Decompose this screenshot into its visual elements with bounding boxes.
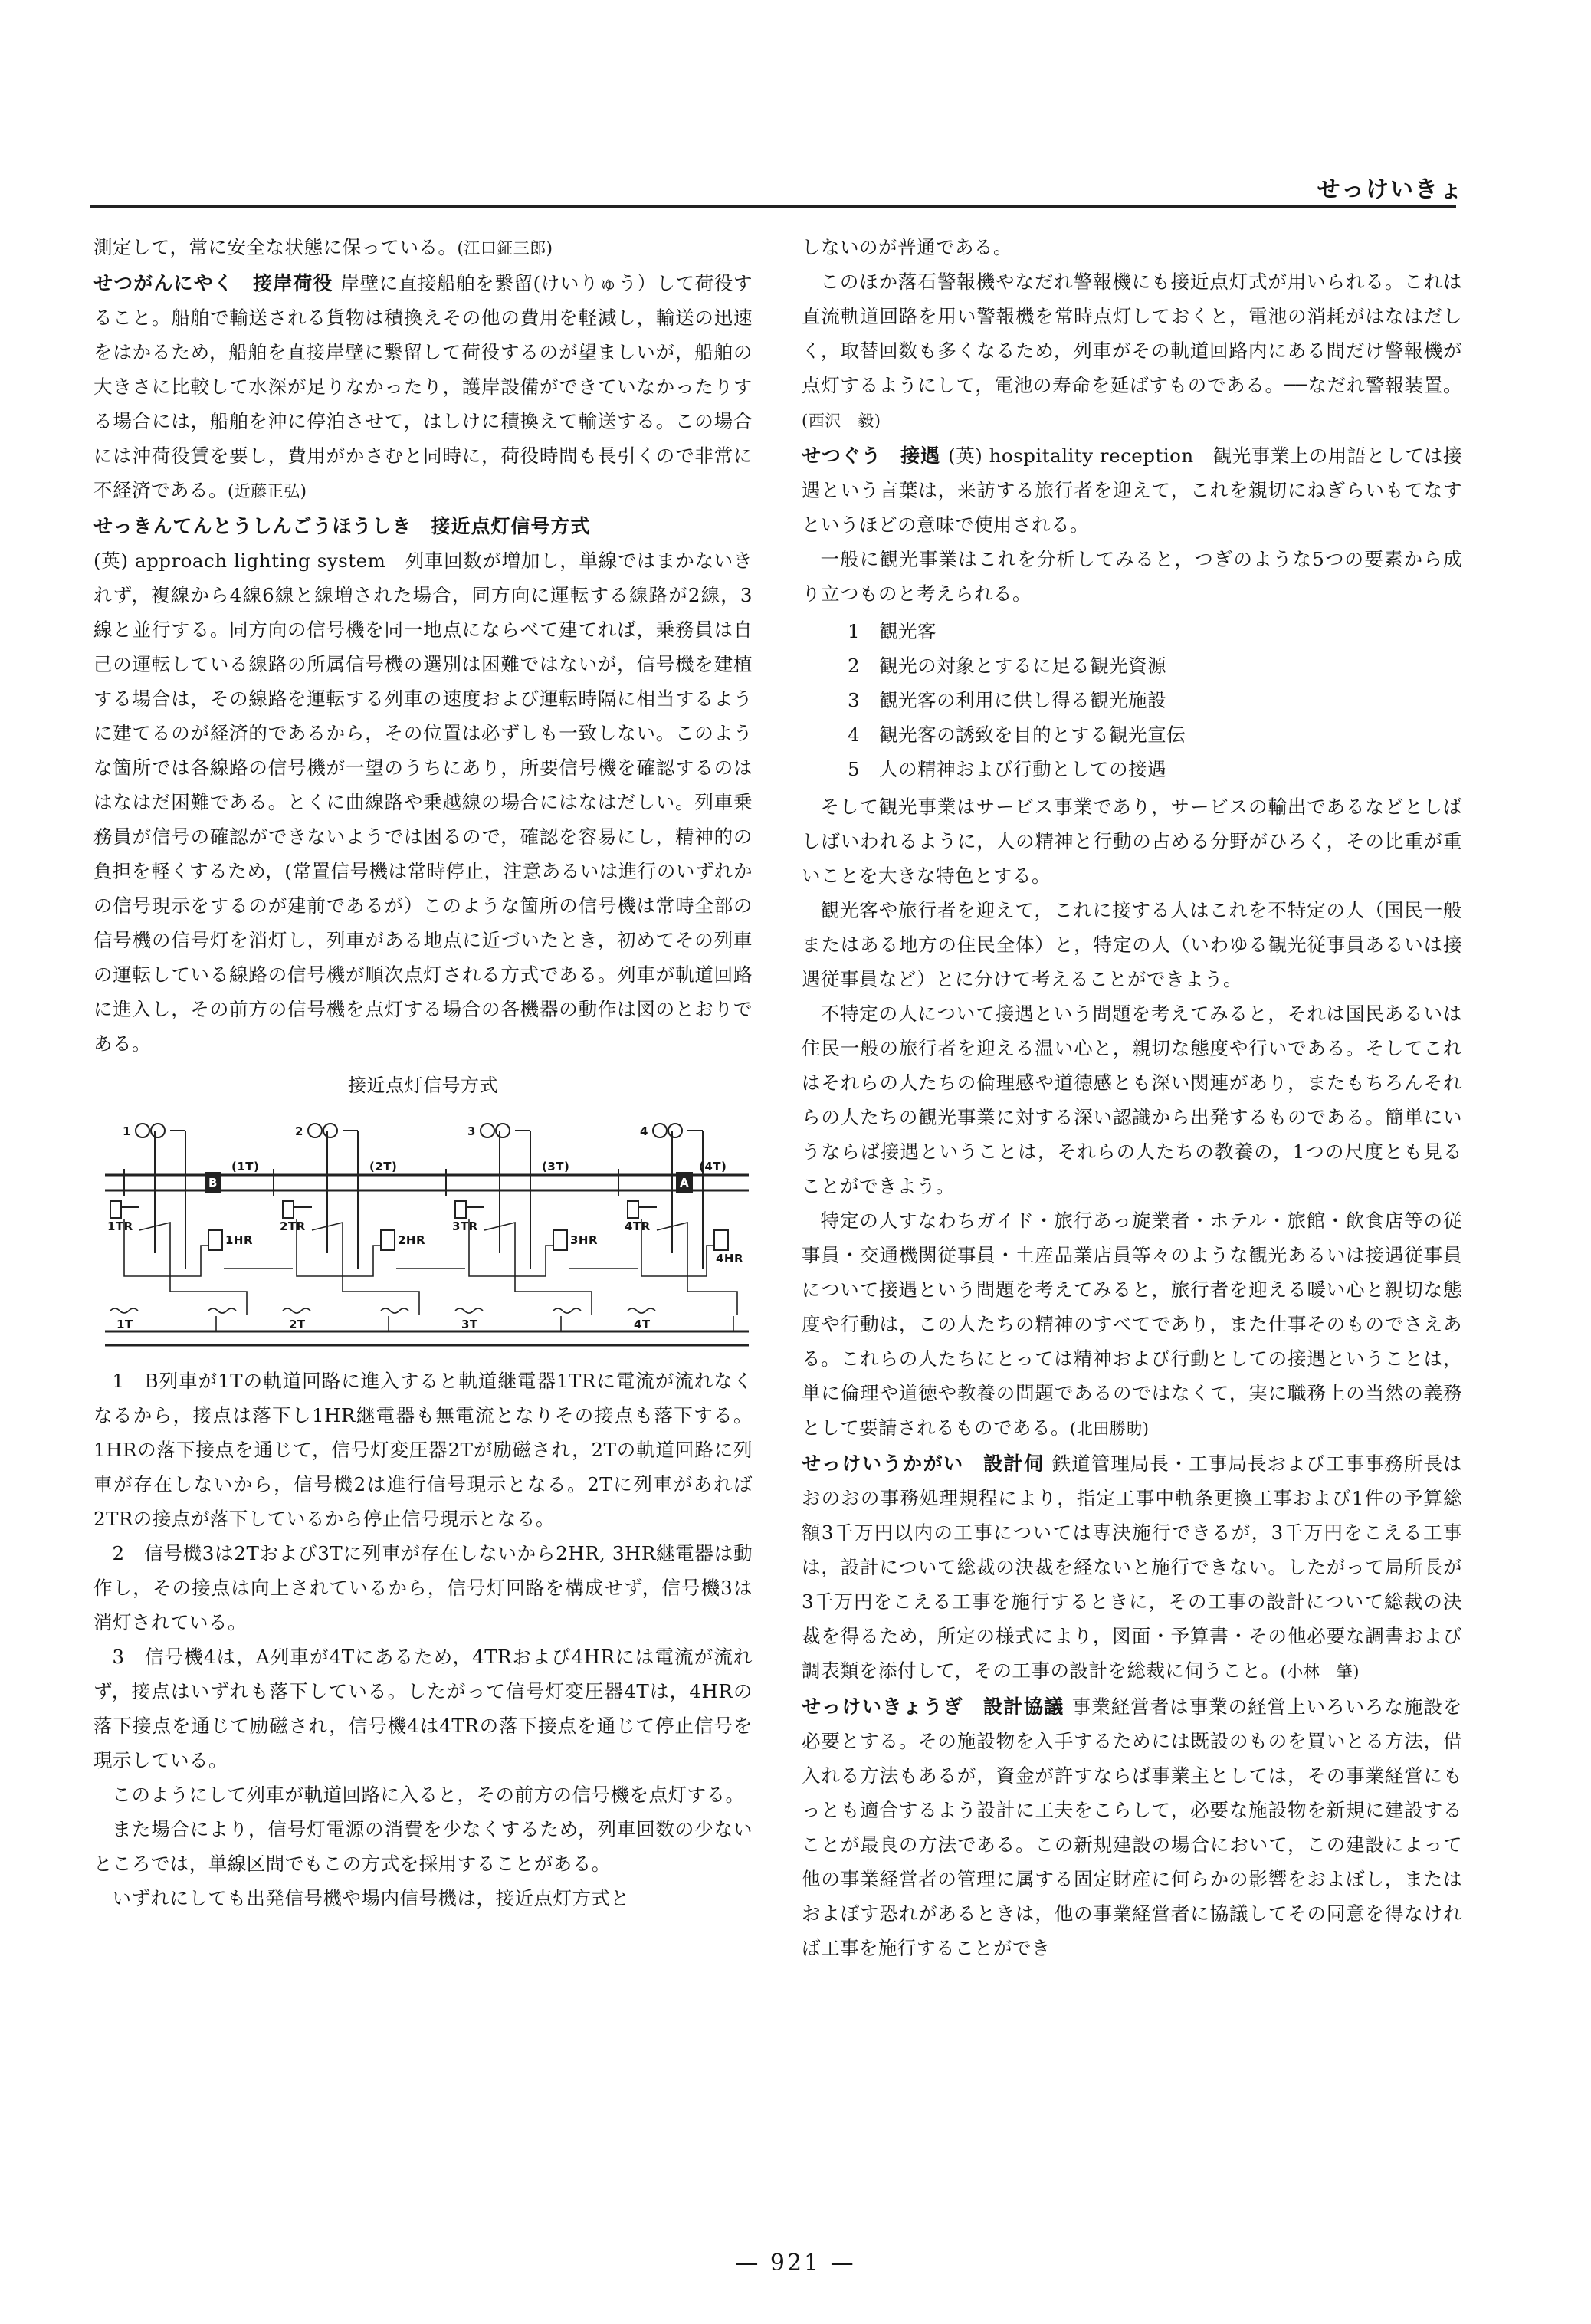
relay-2tr-label: 2TR — [280, 1219, 306, 1233]
figure-caption: 接近点灯信号方式 — [348, 1075, 498, 1096]
list-item — [802, 717, 1462, 752]
list-item — [802, 648, 1462, 683]
list-text: 観光客の誘致を目的とする観光宣伝 — [879, 724, 1186, 746]
list-item — [802, 683, 1462, 717]
paragraph-text: 特定の人すなわちガイド・旅行あっ旋業者・ホテル・旅館・飲食店等の従事員・交通機関従事員・土産品業店員等々のような観光あるいは接遇従事員について接遇という問題を考えてみると，旅行者を迎える暖い心と親切な態度や行動は，この人たちの精神のすべてであり，また仕事そのものでさえある。これらの人たちにとっては精神および行動としての接遇ということは，単に倫理や道徳や教養の問題であるのではなくて，実に職務上の当然の義務として要請されるものである。 — [802, 1210, 1462, 1439]
entry-term: 接遇 — [900, 445, 941, 467]
right-column — [802, 230, 1462, 1965]
list-number: 4 — [848, 724, 861, 746]
list-item — [802, 752, 1462, 786]
relay-4tr-label: 4TR — [625, 1219, 651, 1233]
entry-sekkin-tentou — [93, 509, 753, 1061]
transformer-2t-label: 2T — [289, 1318, 306, 1331]
entry-term: 接近点灯信号方式 — [431, 515, 591, 537]
author-credit: (近藤正弘) — [228, 482, 307, 501]
paragraph: そして観光事業はサービス事業であり，サービスの輸出であるなどとしばしばいわれるように，人の精神と行動の占める分野がひろく，その比重が重いことを大きな特色とする。 — [802, 796, 1462, 887]
entry-term: 接岸荷役 — [252, 272, 333, 294]
header-rule — [90, 205, 1456, 208]
track-4t-label: (4T) — [699, 1160, 727, 1173]
entry-reading: せつがんにやく — [93, 272, 234, 294]
list-number: 2 — [848, 655, 861, 677]
signal-3-label: 3 — [467, 1124, 476, 1138]
entry-sekkei-kyougi — [802, 1689, 1462, 1965]
train-b-label: B — [208, 1176, 218, 1190]
numbered-paragraph-3: 3 信号機4は，A列車が4Tにあるため，4TRおよび4HRには電流が流れず，接点はいずれも落下している。したがって信号灯変圧器4Tは，4HRの落下接点を通じて励磁され，信号機4は4TRの落下接点を通じて停止信号を現示している。 — [93, 1646, 753, 1771]
list-text: 観光客 — [879, 620, 937, 642]
entry-body: 岸壁に直接船舶を繋留(けいりゅう）して荷役すること。船舶で輸送される貨物は積換えその他の費用を軽減し，輸送の迅速をはかるため，船舶を直接岸壁に繋留して荷役するのが望ましいが，船舶の大きさに比較して水深が足りなかったり，護岸設備ができていなかったりする場合には，船舶を沖に停泊させて，はしけに積換えて輸送する。この場合には沖荷役賃を要し，費用がかさむと同時に，荷役時間も長引くので非常に不経済である。 — [93, 272, 753, 501]
list-text: 人の精神および行動としての接遇 — [879, 758, 1167, 780]
circuit-diagram — [93, 1115, 753, 1353]
train-a-label: A — [680, 1176, 690, 1190]
track-1t-label: (1T) — [231, 1160, 260, 1173]
paragraph: 観光客や旅行者を迎えて，これに接する人はこれを不特定の人（国民一般またはある地方の住民全体）と，特定の人（いわゆる観光従事員あるいは接遇従事員など）とに分けて考えることができよう。 — [802, 899, 1462, 990]
author-credit: (小林 肇) — [1280, 1663, 1360, 1681]
list-number: 3 — [848, 689, 861, 711]
paragraph: このようにして列車が軌道回路に入ると，その前方の信号機を点灯する。 — [112, 1784, 745, 1806]
numbered-paragraph-1: 1 B列車が1Tの軌道回路に進入すると軌道継電器1TRに電流が流れなくなるから，接点は落下し1HR継電器も無電流となりその接点も落下する。1HRの落下接点を通じて，信号灯変圧器2Tが励磁され，2Tの軌道回路に列車が存在しないから，信号機2は進行信号現示となる。2Tに列車があれば2TRの接点が落下しているから停止信号現示となる。 — [93, 1370, 753, 1530]
author-credit: (江口鉦三郎) — [457, 239, 553, 258]
entry-reading: せつぐう — [802, 445, 882, 467]
signal-circuit-figure — [93, 1068, 753, 1353]
entry-term: 設計協議 — [982, 1695, 1064, 1718]
entry-setsugan-niyaku — [93, 266, 753, 509]
transformer-3t-label: 3T — [461, 1318, 478, 1331]
author-credit: (北田勝助) — [1070, 1420, 1150, 1438]
relay-4hr-label: 4HR — [716, 1252, 744, 1265]
relay-3hr-label: 3HR — [570, 1233, 599, 1247]
transformer-1t-label: 1T — [116, 1318, 133, 1331]
track-3t-label: (3T) — [542, 1160, 570, 1173]
list-number: 5 — [848, 758, 861, 780]
list-number: 1 — [848, 620, 861, 642]
running-head: せっけいきょ — [1317, 176, 1464, 203]
paragraph-text: このほか落石警報機やなだれ警報機にも接近点灯式が用いられる。これは直流軌道回路を用い警報機を常時点灯しておくと，電池の消耗がはなはだしく，取替回数も多くなるため，列車がその軌道回路内にある間だけ警報機が点灯するようにして，電池の寿命を延ばすものである。──なだれ警報装置。 — [802, 271, 1462, 396]
list-text: 観光の対象とするに足る観光資源 — [879, 655, 1167, 677]
list-text: 観光客の利用に供し得る観光施設 — [879, 689, 1167, 711]
entry-term: 設計伺 — [983, 1452, 1045, 1475]
relay-1tr-label: 1TR — [107, 1219, 133, 1233]
entry-reading: せっけいきょうぎ — [802, 1695, 964, 1718]
relay-2hr-label: 2HR — [398, 1233, 426, 1247]
entry-body: (英) approach lighting system 列車回数が増加し，単線ではまかないきれず，複線から4線6線と線増された場合，同方向に運転する線路が2線，3線と並行する。同方向の信号機を同一地点にならべて建てれば，乗務員は自己の運転している線路の所属信号機の選別は困難ではないが，信号機を建植する場合は，その線路を運転する列車の速度および運転時隔に相当するように建てるのが経済的であるから，その位置は必ずしも一致しない。このような箇所では各線路の信号機が一望のうちにあり，所要信号機を確認するのははなはだ困難である。とくに曲線路や乗越線の場合にはなはだしい。列車乗務員が信号の確認ができないようでは困るので，確認を容易にし，精神的の負担を軽くするため，(常置信号機は常時停止，注意あるいは進行のいずれかの信号現示をするのが建前であるが）このような箇所の信号機は常時全部の信号機の信号灯を消灯し，列車がある地点に近づいたとき，初めてその列車の運転している線路の信号機が順次点灯される方式である。列車が軌道回路に進入し，その前方の信号機を点灯する場合の各機器の動作は図のとおりである。 — [93, 550, 753, 1055]
entry-body: 事業経営者は事業の経営上いろいろな施設を必要とする。その施設物を入手するためには既設のものを買いとる方法，借入れる方法もあるが，資金が許すならば事業主としては，その事業経営にもっとも適合するよう設計に工夫をこらして，必要な施設物を新規に建設することが最良の方法である。この新規建設の場合において，この建設によって他の事業経営者の管理に属する固定財産に何らかの影響をおよぼし，またはおよぼす恐れがあるときは，他の事業経営者に協議してその同意を得なければ工事を施行することができ — [802, 1695, 1462, 1959]
author-credit: (西沢 毅) — [802, 412, 881, 430]
paragraph: 一般に観光事業はこれを分析してみると，つぎのような5つの要素から成り立つものと考えられる。 — [802, 548, 1462, 605]
paragraph: いずれにしても出発信号機や場内信号機は，接近点灯方式と — [112, 1887, 630, 1909]
entry-reading: せっけいうかがい — [802, 1452, 964, 1475]
numbered-paragraph-2: 2 信号機3は2Tおよび3Tに列車が存在しないから2HR, 3HR継電器は動作し，その接点は向上されているから，信号灯回路を構成せず，信号機3は消灯されている。 — [93, 1542, 753, 1633]
element-list — [802, 614, 1462, 786]
signal-2-label: 2 — [295, 1124, 303, 1138]
entry-sekkei-ukagai — [802, 1446, 1462, 1689]
entry-reading: せっきんてんとうしんごうほうしき — [93, 515, 412, 537]
entry-setsuguu — [802, 438, 1462, 542]
track-2t-label: (2T) — [369, 1160, 398, 1173]
entry-body: 鉄道管理局長・工事局長および工事事務所長はおのおの事務処理規程により，指定工事中軌条更換工事および1件の予算総額3千万円以内の工事については専決施行できるが，3千万円をこえる工事は，設計について総裁の決裁を経ないと施行できない。したがって局所長が3千万円をこえる工事を施行するときに，その工事の設計について総裁の決裁を得るため，所定の様式により，図面・予算書・その他必要な調書および調表類を添付して，その工事の設計を総裁に伺うこと。 — [802, 1452, 1462, 1682]
paragraph: 不特定の人について接遇という問題を考えてみると，それは国民あるいは住民一般の旅行者を迎える温い心と，親切な態度や行いである。そしてこれはそれらの人たちの倫理感や道徳感とも深い関連があり，またもちろんそれらの人たちの観光事業に対する深い認識から出発するものである。簡単にいうならば接遇ということは，それらの人たちの教養の，1つの尺度とも見ることができよう。 — [802, 1003, 1462, 1197]
paragraph: また場合により，信号灯電源の消費を少なくするため，列車回数の少ないところでは，単線区間でもこの方式を採用することがある。 — [93, 1818, 753, 1875]
list-item — [802, 614, 1462, 648]
continuation-paragraph: しないのが普通である。 — [802, 236, 1012, 258]
paragraph — [802, 1203, 1462, 1446]
paragraph-text: 測定して，常に安全な状態に保っている。 — [93, 236, 458, 258]
signal-4-label: 4 — [640, 1124, 648, 1138]
relay-1hr-label: 1HR — [225, 1233, 254, 1247]
paragraph — [802, 264, 1462, 438]
entry-body: (英) hospitality reception 観光事業上の用語としては接遇という言葉は，来訪する旅行者を迎えて，これを親切にねぎらいもてなすというほどの意味で使用される。 — [802, 445, 1462, 536]
page-number: — 921 — — [735, 2250, 856, 2276]
continuation-paragraph — [93, 230, 753, 266]
transformer-4t-label: 4T — [634, 1318, 651, 1331]
left-column — [93, 230, 753, 1915]
signal-1-label: 1 — [123, 1124, 131, 1138]
relay-3tr-label: 3TR — [452, 1219, 478, 1233]
